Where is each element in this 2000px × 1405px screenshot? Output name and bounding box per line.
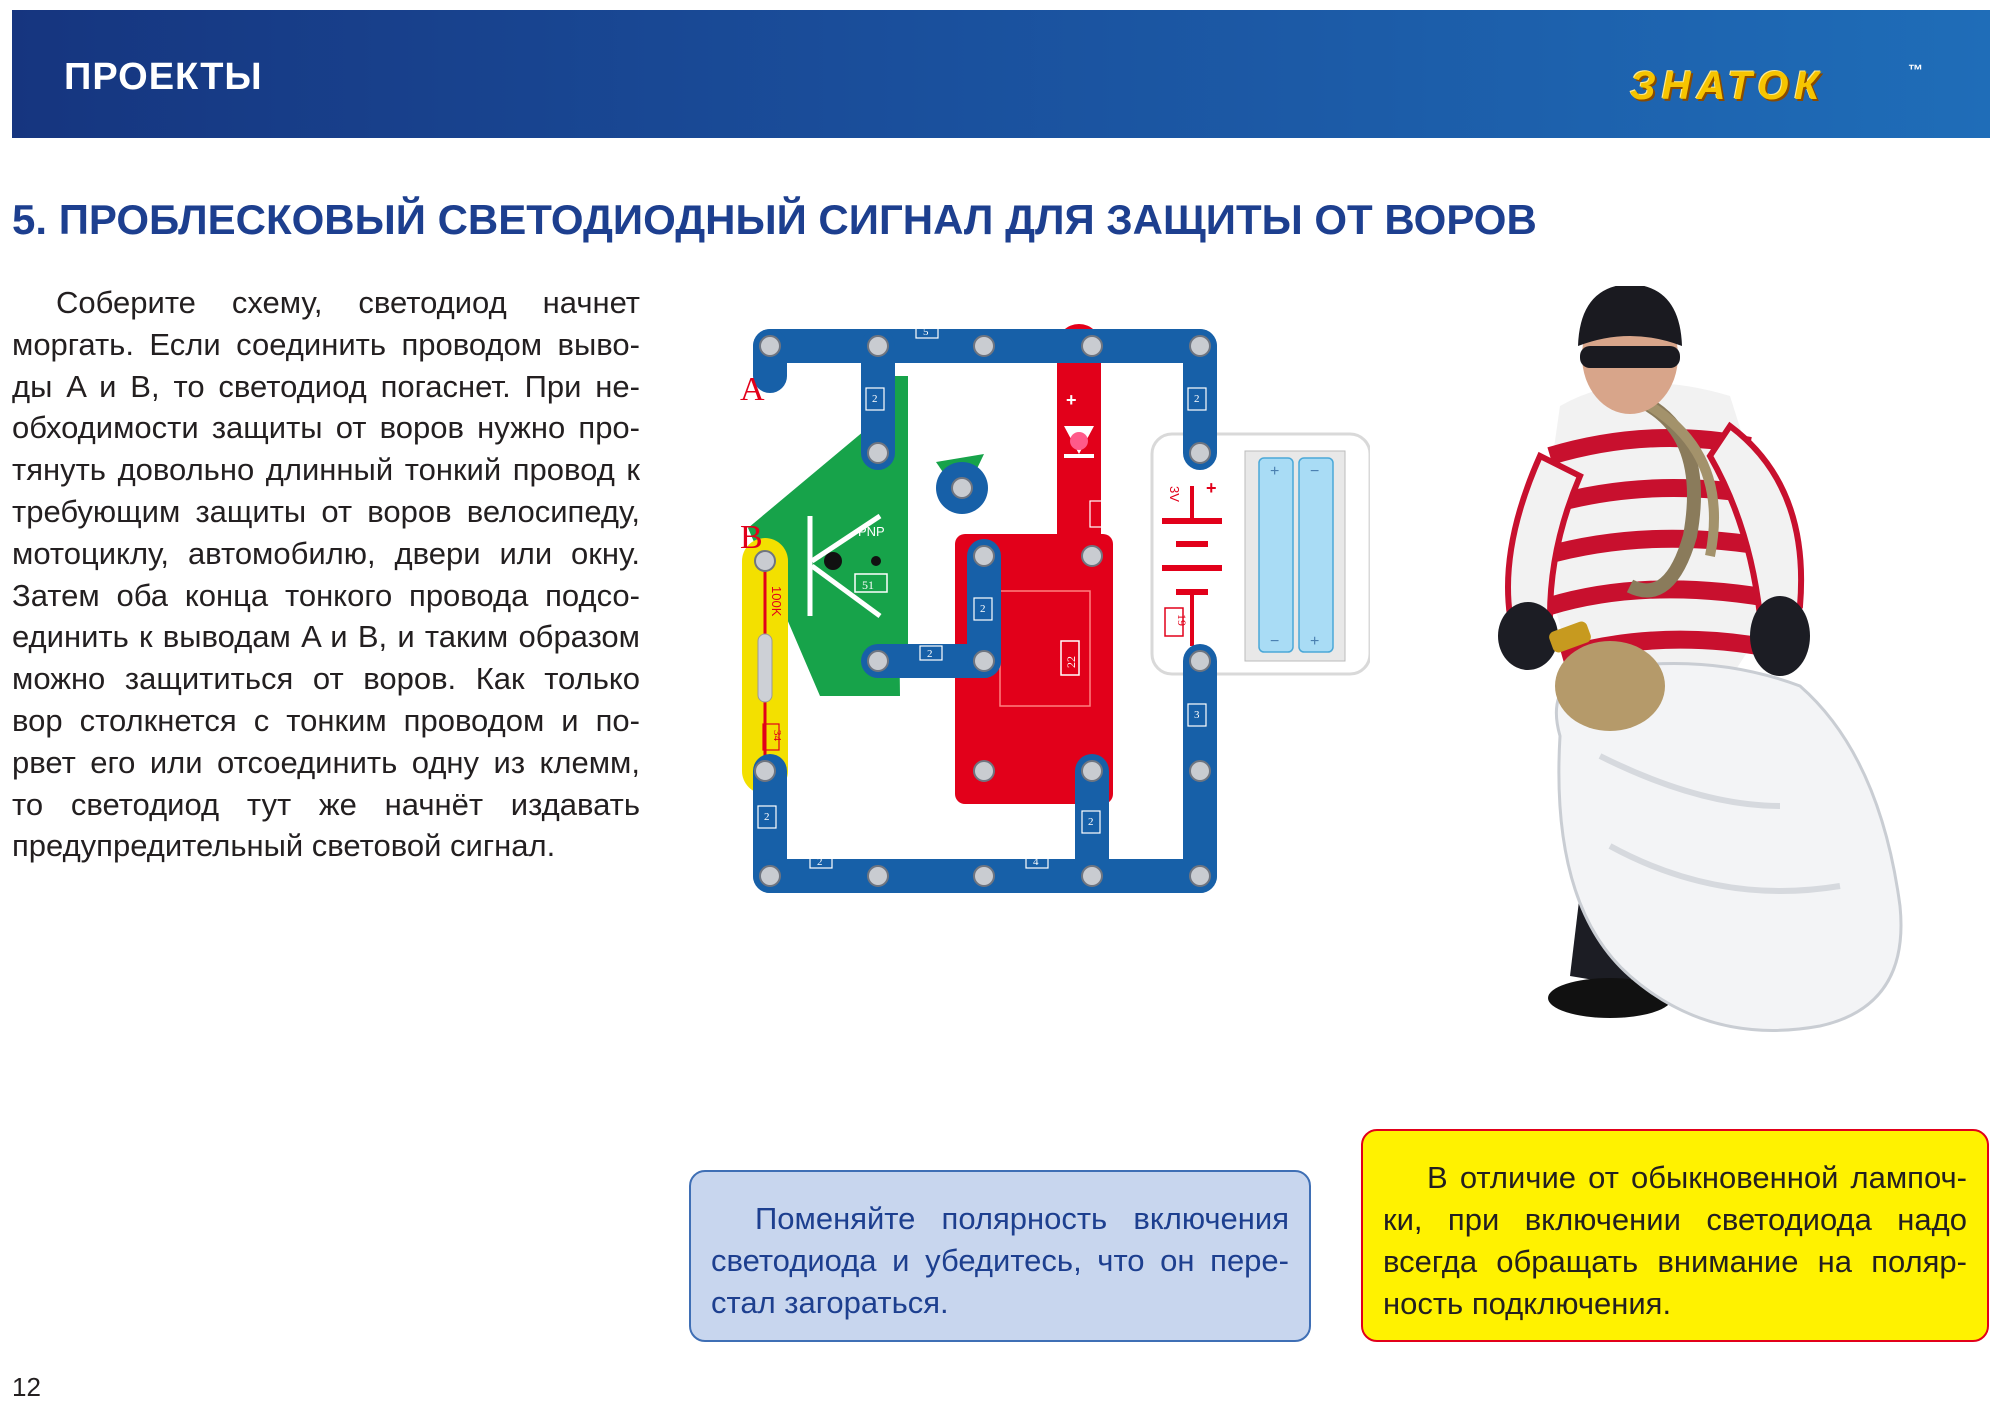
wire-label: 2 — [980, 603, 986, 615]
note-line: В отличие от обыкновенной лампоч- — [1427, 1160, 1967, 1195]
battery-cell-minus-label: − — [1310, 463, 1320, 480]
wire-label: 4 — [1033, 856, 1039, 868]
note-line: Поменяйте полярность включения — [755, 1201, 1289, 1236]
resistor-value-label: 100K — [769, 586, 784, 617]
text-line: обходимости защиты от воров нужно про- — [12, 410, 640, 446]
text-line: требующим защиты от воров велосипеду, — [12, 493, 640, 529]
text-line: Затем оба конца тонкого провода подсо- — [12, 577, 640, 613]
wire-label: 2 — [927, 648, 933, 660]
wire-label: 2 — [872, 393, 878, 405]
text-line: вор столкнется с тонким проводом и по- — [12, 702, 640, 738]
point-b-label: B — [740, 519, 763, 556]
note-line: светодиода и убедитесь, что он пере- — [711, 1243, 1289, 1278]
project-title: 5. ПРОБЛЕСКОВЫЙ СВЕТОДИОДНЫЙ СИГНАЛ ДЛЯ ЗАЩИТЫ ОТ ВОРОВ — [12, 196, 1537, 243]
wire-label: 2 — [764, 811, 770, 823]
battery-id-label: 19 — [1175, 614, 1189, 626]
instructions-text — [12, 282, 640, 867]
warning-note — [1361, 1129, 1989, 1342]
led-plus-label: + — [1066, 390, 1077, 410]
text-line: тянуть довольно длинный тонкий провод к — [12, 452, 640, 488]
note-line: ность подключения. — [1383, 1286, 1672, 1321]
section-title: ПРОЕКТЫ — [64, 56, 263, 98]
transistor-id-label: 51 — [862, 578, 874, 592]
battery-voltage-label: 3V — [1167, 486, 1182, 502]
page-number: 12 — [12, 1372, 41, 1402]
battery-plus-label: + — [1206, 478, 1217, 498]
battery-cell — [1259, 458, 1293, 652]
text-line: можно защититься от воров. Как только — [12, 661, 640, 697]
text-line: предупредительный световой сигнал. — [12, 828, 556, 864]
led-id-label: 17 — [1099, 521, 1111, 532]
board-id-label: 22 — [1064, 656, 1078, 668]
text-line: то светодиод тут же начнёт издавать — [12, 786, 640, 822]
battery-cell-minus-label: − — [1270, 633, 1280, 650]
thief-illustration — [1480, 286, 1920, 1066]
wire-label: 5 — [923, 326, 929, 338]
circuit-diagram — [730, 316, 1370, 906]
wire-label: 3 — [1194, 709, 1200, 721]
note-line: стал загораться. — [711, 1285, 949, 1320]
battery-cell-plus-label: + — [1310, 633, 1320, 650]
note-line: всегда обращать внимание на поляр- — [1383, 1244, 1967, 1279]
brand-logo: ЗНАТОК — [1630, 64, 1826, 108]
brand-trademark: ™ — [1908, 62, 1923, 79]
text-line: моргать. Если соединить проводом выво- — [12, 326, 640, 362]
battery-cell — [1299, 458, 1333, 652]
wire-label: 2 — [1194, 393, 1200, 405]
wire-label: 2 — [1088, 816, 1094, 828]
wire-label: 2 — [817, 856, 823, 868]
tip-note — [689, 1170, 1311, 1342]
battery-cell-plus-label: + — [1270, 463, 1280, 480]
resistor-id-label: 34 — [771, 730, 783, 741]
note-line: ки, при включении светодиода надо — [1383, 1202, 1967, 1237]
text-line: Соберите схему, светодиод начнет — [56, 285, 640, 320]
text-line: ды A и B, то светодиод погаснет. При не- — [12, 368, 640, 404]
text-line: единить к выводам A и B, и таким образом — [12, 619, 640, 655]
point-a-label: A — [740, 371, 765, 408]
transistor-type-label: PNP — [858, 524, 885, 539]
text-line: мотоциклу, автомобилю, двери или окну. — [12, 535, 640, 571]
text-line: рвет его или отсоединить одну из клемм, — [12, 744, 640, 780]
